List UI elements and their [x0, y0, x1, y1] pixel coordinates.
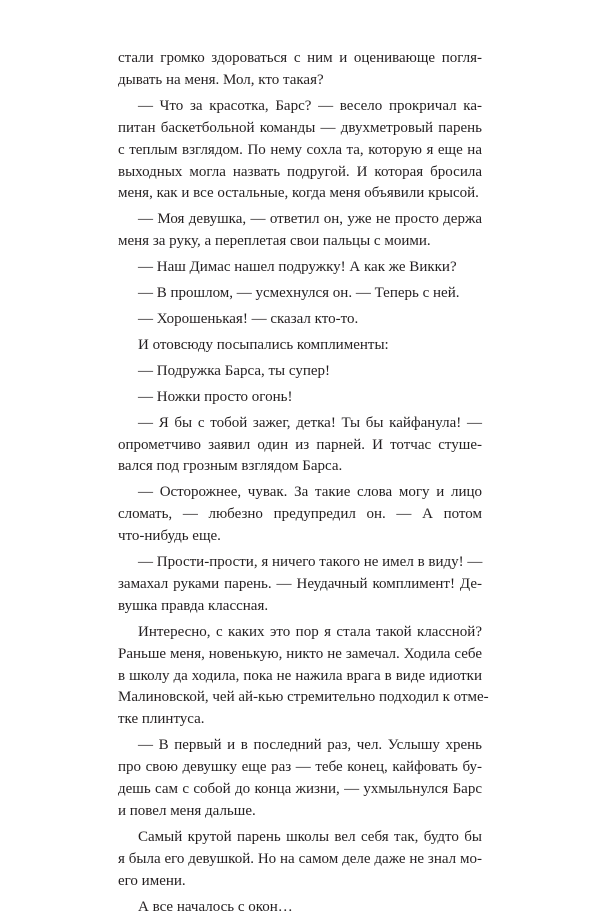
text-line: меня, как и все остальные, когда меня объявили крысой. [118, 185, 479, 202]
paragraph [118, 309, 482, 331]
text-line: — Подружка Барса, ты супер! [138, 362, 331, 379]
text-line: дешь сам с собой до конца жизни, — ухмыльнулся Барс [118, 781, 482, 798]
text-line: про свою девушку еще раз — тебе конец, кайфовать бу- [118, 759, 482, 776]
text-line: И отовсюду посыпались комплименты: [138, 336, 389, 353]
text-line: опрометчиво заявил один из парней. И тотчас стуше- [118, 436, 482, 453]
text-line: выходных могла назвать подругой. И которая бросила [118, 163, 482, 180]
paragraph [118, 387, 482, 409]
text-line: — Хорошенькая! — сказал кто-то. [138, 310, 359, 327]
paragraph [118, 482, 482, 548]
text-line: я была его девушкой. Но на самом деле даже не знал мо- [118, 850, 482, 867]
paragraph [118, 335, 482, 357]
paragraph [118, 735, 482, 823]
text-line: — Прости-прости, я ничего такого не имел в виду! — [138, 554, 483, 571]
text-line: дывать на меня. Мол, кто такая? [118, 71, 324, 88]
text-line: с теплым взглядом. По нему сохла та, которую я еще на [118, 141, 482, 158]
text-line: — Ножки просто огонь! [138, 388, 293, 405]
paragraph [118, 361, 482, 383]
text-line: вушка правда классная. [118, 597, 269, 614]
text-line: сломать, — любезно предупредил он. — А потом [118, 506, 482, 523]
text-line: и повел меня дальше. [118, 803, 256, 819]
text-line: замахал руками парень. — Неудачный комплимент! Де- [118, 575, 482, 592]
page-text [118, 48, 489, 919]
text-line: питан баскетбольной команды — двухметровый парень [118, 119, 482, 136]
text-line: — В первый и в последний раз, чел. Услышу хрень [138, 737, 482, 754]
paragraph [118, 48, 482, 92]
text-line: Раньше меня, новенькую, никто не замечал. Ходила себе [118, 645, 482, 662]
paragraph [118, 897, 482, 919]
paragraph [118, 96, 482, 206]
text-line: его имени. [118, 872, 186, 889]
text-line: меня за руку, а переплетая свои пальцы с моими. [118, 233, 431, 250]
paragraph [118, 209, 482, 253]
paragraph [118, 552, 482, 618]
paragraph [118, 257, 482, 279]
text-line: стали громко здороваться с ним и оценивающе погля- [118, 50, 482, 66]
text-line: что-нибудь еще. [118, 528, 221, 545]
text-line: — Наш Димас нашел подружку! А как же Викки? [138, 259, 457, 276]
text-line: — Что за красотка, Барс? — весело прокричал ка- [138, 97, 482, 114]
paragraph [118, 622, 489, 732]
text-line: — В прошлом, — усмехнулся он. — Теперь с ней. [138, 285, 460, 302]
text-line: в школу да ходила, пока не нажила врага в виде идиотки [118, 667, 482, 684]
paragraph [118, 283, 482, 305]
text-line: — Я бы с тобой зажег, детка! Ты бы кайфанула! — [138, 414, 482, 431]
paragraph [118, 413, 482, 479]
text-line: Малиновской, чей ай-кью стремительно подходил к отме- [118, 689, 489, 706]
text-line: Интересно, с каких это пор я стала такой классной? [138, 623, 482, 640]
text-line: А все началось с окон… [138, 898, 293, 915]
text-line: Самый крутой парень школы вел себя так, будто бы [138, 828, 482, 845]
paragraph [118, 827, 482, 893]
text-line: — Моя девушка, — ответил он, уже не просто держа [138, 211, 482, 228]
text-line: тке плинтуса. [118, 711, 205, 728]
text-line: вался под грозным взглядом Барса. [118, 458, 343, 475]
text-line: — Осторожнее, чувак. За такие слова могу и лицо [138, 484, 482, 501]
